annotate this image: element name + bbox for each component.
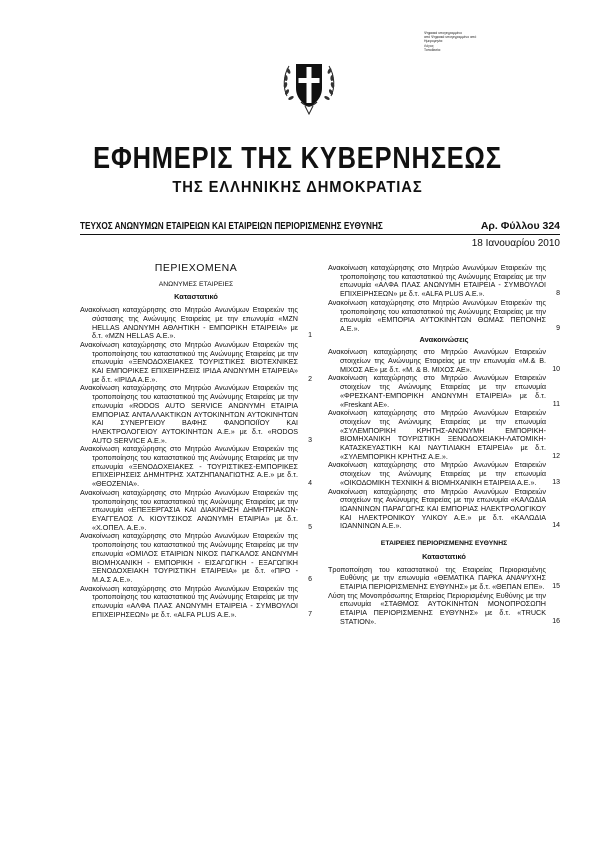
signature-line: από Ψηφιακά υπογεγραμμένο από (424, 35, 477, 40)
toc-entry[interactable] (328, 374, 560, 409)
toc-entry-text: Ανακοίνωση καταχώρησης στο Μητρώο Ανωνύμων Εταιρειών στοιχείων της Ανώνυμης Εταιρείας με την επωνυμία «ΣΥΛΕΜΠΟΡΙΚΗ ΚΡΗΤΗΣ-ΑΝΩΝΥΜΗ ΕΜΠΟΡΙΚΗ-ΒΙΟΜΗΧΑΝΙΚΗ ΤΟΥΡΙΣΤΙΚΗ ΞΕΝΟΔΟΧΕΙΑΚΗ-ΛΑΤΟΜΙΚΗ-ΚΑΤΑΣΚΕΥΑΣΤΙΚΗ ΚΑΙ ΝΑΥΤΙΛΙΑΚΗ ΕΤΑΙΡΕΙΑ» με δ.τ. «ΣΥΛΕΜΠΟΡΙΚΗ ΚΡΗΤΗΣ Α.Ε.». (328, 408, 546, 461)
toc-entry[interactable] (328, 299, 560, 334)
signature-line: Ψηφιακά υπογεγραμμένο (424, 31, 463, 35)
signature-line: Ημερομηνία: (424, 39, 443, 44)
left-column (80, 264, 312, 619)
gazette-title: ΕΦΗΜΕΡΙΣ ΤΗΣ ΚΥΒΕΡΝΗΣΕΩΣ (93, 140, 502, 175)
ltd-section-heading: ΕΤΑΙΡΕΙΕΣ ΠΕΡΙΟΡΙΣΜΕΝΗΣ ΕΥΘΥΝΗΣ (380, 540, 508, 548)
toc-entry-text: Ανακοίνωση καταχώρησης στο Μητρώο Ανωνύμων Εταιρειών στοιχείων της Ανώνυμης Εταιρείας με την επωνυμία «ΦΡΕΣΚΑΝΤ-ΕΜΠΟΡΙΚΗ ΑΝΩΝΥΜΗ ΕΤΑΙΡΕΙΑ» με δ.τ. «Freskant AE». (328, 373, 546, 409)
toc-entry-page: 9 (556, 324, 560, 332)
toc-entry[interactable] (80, 489, 312, 533)
toc-entry-page: 1 (308, 332, 312, 340)
toc-entry[interactable] (80, 341, 312, 385)
toc-heading: ΠΕΡΙΕΧΟΜΕΝΑ (154, 262, 238, 274)
toc-entry-page: 13 (552, 478, 560, 486)
toc-entry-page: 3 (308, 436, 312, 444)
toc-entry-text: Ανακοίνωση καταχώρησης στο Μητρώο Ανωνύμων Εταιρειών της τροποποίησης του καταστατικού της Ανώνυμης Εταιρείας με την επωνυμία «RODOS AUTO SERVICE ΑΝΩΝΥΜΗ ΕΤΑΙΡΙΑ ΕΜΠΟΡΙΑΣ ΑΝΤΑΛΛΑΚΤΙΚΩΝ ΑΥΤΟΚΙΝΗΤΩΝ ΑΥΤΟΚΙΝΗΤΩΝ ΚΑΙ ΣΥΝΕΡΓΕΙΟΥ ΒΑΦΗΣ ΦΑΝΟΠΟΙΪΟΥ ΚΑΙ ΗΛΕΚΤΡΟΛΟΓΕΙΟΥ ΑΥΤΟΚΙΝΗΤΩΝ Α.Ε.» με δ.τ. «RODOS AUTO SERVICE Α.Ε.». (80, 383, 298, 445)
subsection-heading: Καταστατικό (174, 292, 218, 302)
header-rule (80, 234, 560, 235)
coat-of-arms-icon (281, 52, 337, 120)
announcements-heading: Ανακοινώσεις (419, 334, 469, 344)
toc-entry[interactable] (328, 348, 560, 374)
right-column (328, 264, 560, 626)
toc-entry[interactable] (80, 306, 312, 341)
toc-entry-text: Ανακοίνωση καταχώρησης στο Μητρώο Ανωνύμων Εταιρειών στοιχείων της Ανώνυμης Εταιρείας με την επωνυμία «ΟΙΚΟΔΟΜΙΚΗ ΤΕΧΝΙΚΗ & ΒΙΟΜΗΧΑΝΙΚΗ ΕΤΑΙΡΕΙΑ Α.Ε.». (328, 460, 546, 487)
digital-signature-block (424, 31, 506, 52)
toc-entry-text: Ανακοίνωση καταχώρησης στο Μητρώο Ανωνύμων Εταιρειών στοιχείων της Ανώνυμης Εταιρείας με την επωνυμία «Μ.& Β. ΜΙΧΟΣ ΑΕ» με δ.τ. «Μ. & Β. ΜΙΧΟΣ ΑΕ». (328, 347, 546, 374)
toc-entry[interactable] (328, 409, 560, 461)
toc-entry-text: Ανακοίνωση καταχώρησης στο Μητρώο Ανωνύμων Εταιρειών της σύστασης της Ανώνυμης Εταιρείας με την επωνυμία «ΜΖΝ HELLAS ΑΝΩΝΥΜΗ ΑΘΛΗΤΙΚΗ - ΕΜΠΟΡΙΚΗ ΕΤΑΙΡΕΙΑ» με δ.τ. «ΜΖΝ HELLAS Α.Ε.». (80, 305, 298, 341)
toc-entry-text: Ανακοίνωση καταχώρησης στο Μητρώο Ανωνύμων Εταιρειών της τροποποίησης του καταστατικού της Ανώνυμης Εταιρείας με την επωνυμία «ΑΛΦΑ ΠΛΑΣ ΑΝΩΝΥΜΗ ΕΤΑΙΡΕΙΑ - ΣΥΜΒΟΥΛΟΙ ΕΠΙΧΕΙΡΗΣΕΩΝ» με δ.τ. «ALFA PLUS A.E.». (328, 263, 546, 299)
toc-entry[interactable] (328, 592, 560, 627)
toc-entry-text: Ανακοίνωση καταχώρησης στο Μητρώο Ανωνύμων Εταιρειών της τροποποίησης του καταστατικού της Ανώνυμης Εταιρείας με την επωνυμία «ΕΠΕΞΕΡΓΑΣΙΑ ΚΑΙ ΔΙΑΚΙΝΗΣΗ ΔΗΜΗΤΡΙΑΚΩΝ-ΕΥΑΓΓΕΛΟΣ Λ. ΚΙΟΥΤΣΙΚΟΣ ΑΝΩΝΥΜΗ ΕΤΑΙΡΙΑ» με δ.τ. «Χ.ΟΠΕΛ. Α.Ε.». (80, 487, 298, 532)
gazette-subtitle: ΤΗΣ ΕΛΛΗΝΙΚΗΣ ΔΗΜΟΚΡΑΤΙΑΣ (172, 179, 423, 196)
toc-entry-text: Ανακοίνωση καταχώρησης στο Μητρώο Ανωνύμων Εταιρειών της τροποποίησης του καταστατικού της Ανώνυμης Εταιρείας με την επωνυμία «ΑΛΦΑ ΠΛΑΣ ΑΝΩΝΥΜΗ ΕΤΑΙΡΕΙΑ - ΣΥΜΒΟΥΛΟΙ ΕΠΙΧΕΙΡΗΣΕΩΝ» με δ.τ. «ALFA PLUS A.E.». (80, 583, 298, 619)
toc-entry[interactable] (80, 384, 312, 445)
toc-entry-text: Λύση της Μονοπρόσωπης Εταιρείας Περιορισμένης Ευθύνης με την επωνυμία «ΣΤΑΘΜΟΣ ΑΥΤΟΚΙΝΗΤΩΝ ΜΟΝΟΠΡΟΣΩΠΗ ΕΤΑΙΡΙΑ ΠΕΡΙΟΡΙΣΜΕΝΗΣ ΕΥΘΥΝΗΣ» με δ.τ. «TRUCK STATION». (328, 590, 546, 626)
toc-entry-page: 7 (308, 610, 312, 618)
toc-entry-page: 2 (308, 375, 312, 383)
toc-entry-page: 10 (552, 365, 560, 373)
toc-entry-text: Ανακοίνωση καταχώρησης στο Μητρώο Ανωνύμων Εταιρειών της τροποποίησης του καταστατικού της Ανώνυμης Εταιρείας με την επωνυμία «ΕΜΠΟΡΙΑ ΑΥΤΟΚΙΝΗΤΩΝ ΘΩΜΑΣ ΠΕΠΟΝΗΣ Α.Ε.». (328, 297, 546, 333)
ltd-subsection-heading: Καταστατικό (422, 551, 466, 561)
toc-entry[interactable] (80, 532, 312, 584)
toc-entry-page: 8 (556, 290, 560, 298)
toc-entry-text: Ανακοίνωση καταχώρησης στο Μητρώο Ανωνύμων Εταιρειών της τροποποίησης του καταστατικού της Ανώνυμης Εταιρείας με την επωνυμία «ΞΕΝΟΔΟΧΕΙΑΚΕΣ - ΤΟΥΡΙΣΤΙΚΕΣ-ΕΜΠΟΡΙΚΕΣ ΕΠΙΧΕΙΡΗΣΕΙΣ ΔΗΜΗΤΡΗΣ ΧΑΤΖΗΠΑΝΑΓΙΩΤΗΣ Α.Ε.» με δ.τ. «ΘΕΟΖΕΝΙΑ». (80, 444, 298, 489)
signature-line: Τοποθεσία: (424, 47, 441, 52)
toc-entry[interactable] (328, 461, 560, 487)
toc-entry-text: Ανακοίνωση καταχώρησης στο Μητρώο Ανωνύμων Εταιρειών της τροποποίησης του καταστατικού της Ανώνυμης Εταιρείας με την επωνυμία «ΞΕΝΟΔΟΧΕΙΑΚΕΣ ΤΟΥΡΙΣΤΙΚΕΣ ΒΙΟΤΕΧΝΙΚΕΣ ΚΑΙ ΕΜΠΟΡΙΚΕΣ ΕΠΙΧΕΙΡΗΣΕΙΣ ΙΡΙΔΑ ΑΝΩΝΥΜΗ ΕΤΑΙΡΕΙΑ» με δ.τ. «ΙΡΙΔΑ Α.Ε.». (80, 339, 298, 384)
section-heading: ΑΝΩΝΥΜΕΣ ΕΤΑΙΡΕΙΕΣ (158, 280, 234, 288)
issue-date: 18 Ιανουαρίου 2010 (471, 238, 560, 249)
issue-line (80, 220, 560, 234)
toc-entry-page: 12 (552, 452, 560, 460)
toc-entry[interactable] (80, 445, 312, 489)
toc-entry-page: 14 (552, 522, 560, 530)
signature-line: Λόγος: (424, 43, 435, 48)
toc-entry[interactable] (328, 264, 560, 299)
section-spacer (328, 531, 560, 540)
toc-entry-text: Ανακοίνωση καταχώρησης στο Μητρώο Ανωνύμων Εταιρειών στοιχείων της Ανώνυμης Εταιρείας με την επωνυμία «ΚΑΛΩΔΙΑ ΙΩΑΝΝΙΝΩΝ ΠΑΡΑΓΩΓΗΣ ΚΑΙ ΕΜΠΟΡΙΑΣ ΗΛΕΚΤΡΟΛΟΓΙΚΟΥ ΚΑΙ ΗΛΕΚΤΡΟΝΙΚΟΥ ΥΛΙΚΟΥ Α.Ε.» με δ.τ. «ΚΑΛΩΔΙΑ ΙΩΑΝΝΙΝΩΝ Α.Ε.». (328, 486, 546, 531)
toc-entry[interactable] (80, 585, 312, 620)
toc-entry-text: Ανακοίνωση καταχώρησης στο Μητρώο Ανωνύμων Εταιρειών της τροποποίησης του καταστατικού της Ανώνυμης Εταιρείας με την επωνυμία «ΟΜΙΛΟΣ ΕΤΑΙΡΙΩΝ ΝΙΚΟΣ ΠΑΓΚΑΛΟΣ ΑΝΩΝΥΜΗ ΒΙΟΜΗΧΑΝΙΚΗ - ΕΜΠΟΡΙΚΗ - ΕΙΣΑΓΩΓΙΚΗ - ΕΞΑΓΩΓΙΚΗ ΞΕΝΟΔΟΧΕΙΑΚΗ ΤΟΥΡΙΣΤΙΚΗ ΕΤΑΙΡΕΙΑ» με δ.τ. «ΠΡΟ - Μ.Α.Σ Α.Ε.». (80, 531, 298, 584)
toc-entry[interactable] (328, 488, 560, 532)
issue-number: Αρ. Φύλλου 324 (480, 220, 560, 232)
toc-entry-page: 4 (308, 480, 312, 488)
toc-entry-page: 6 (308, 575, 312, 583)
issue-series: ΤΕΥΧΟΣ ΑΝΩΝΥΜΩΝ ΕΤΑΙΡΕΙΩΝ ΚΑΙ ΕΤΑΙΡΕΙΩΝ ΠΕΡΙΟΡΙΣΜΕΝΗΣ ΕΥΘΥΝΗΣ (80, 220, 383, 232)
toc-entry-page: 11 (552, 400, 560, 408)
toc-entry-page: 15 (552, 582, 560, 590)
toc-entry-page: 5 (308, 523, 312, 531)
toc-entry-text: Τροποποίηση του καταστατικού της Εταιρείας Περιορισμένης Ευθύνης με την επωνυμία «ΘΕΜΑΤΙΚΑ ΠΑΡΚΑ ΑΝΑΨΥΧΗΣ ΕΤΑΙΡΙΑ ΠΕΡΙΟΡΙΣΜΕΝΗΣ ΕΥΘΥΝΗΣ» με δ.τ. «ΘΕΠΑΝ ΕΠΕ». (328, 564, 546, 591)
toc-entry-page: 16 (552, 617, 560, 625)
toc-entry[interactable] (328, 566, 560, 592)
